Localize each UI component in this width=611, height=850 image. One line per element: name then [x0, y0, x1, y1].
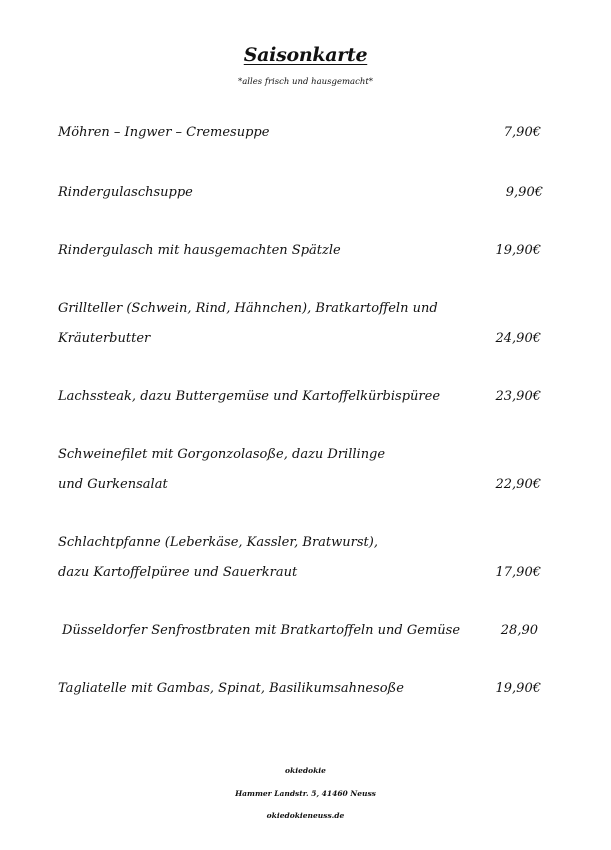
item-name: Düsseldorfer Senfrostbraten mit Bratkartoffeln und Gemüse — [62, 623, 461, 638]
item-name: Möhren – Ingwer – Cremesuppe — [58, 125, 270, 140]
menu-item — [58, 178, 548, 208]
menu-subtitle: *alles frisch und hausgemacht* — [237, 77, 374, 87]
menu-item — [58, 382, 548, 412]
item-name: Schweinefilet mit Gorgonzolasoße, dazu Drillinge und Gurkensalat — [58, 447, 386, 492]
item-price: 7,90€ — [503, 125, 541, 140]
item-price: 19,90€ — [495, 243, 541, 258]
item-name: Schlachtpfanne (Leberkäse, Kassler, Bratwurst), dazu Kartoffelpüree und Sauerkraut — [58, 535, 378, 580]
menu-item — [58, 236, 548, 266]
item-price: 28,90 — [500, 623, 538, 638]
menu-item — [58, 294, 548, 354]
footer-address: Hammer Landstr. 5, 41460 Neuss — [235, 789, 376, 798]
menu-item — [58, 674, 548, 704]
menu-item — [58, 440, 548, 500]
item-price: 24,90€ — [495, 331, 541, 346]
item-name: Tagliatelle mit Gambas, Spinat, Basilikumsahnesoße — [58, 681, 404, 696]
item-price: 9,90€ — [505, 185, 543, 200]
footer-name: okiedokie — [285, 766, 326, 775]
item-name: Rindergulaschsuppe — [58, 185, 193, 200]
item-price: 23,90€ — [495, 389, 541, 404]
menu-item — [62, 616, 552, 646]
item-name: Grillteller (Schwein, Rind, Hähnchen), Bratkartoffeln und Kräuterbutter — [58, 301, 438, 346]
menu-item — [58, 528, 548, 588]
menu-item — [58, 118, 548, 148]
item-name: Lachssteak, dazu Buttergemüse und Kartoffelkürbispüree — [58, 389, 441, 404]
footer-website[interactable]: okiedokieneuss.de — [266, 811, 345, 820]
item-price: 17,90€ — [495, 565, 541, 580]
menu-title: Saisonkarte — [243, 44, 368, 66]
item-price: 22,90€ — [495, 477, 541, 492]
item-name: Rindergulasch mit hausgemachten Spätzle — [58, 243, 341, 258]
item-price: 19,90€ — [495, 681, 541, 696]
